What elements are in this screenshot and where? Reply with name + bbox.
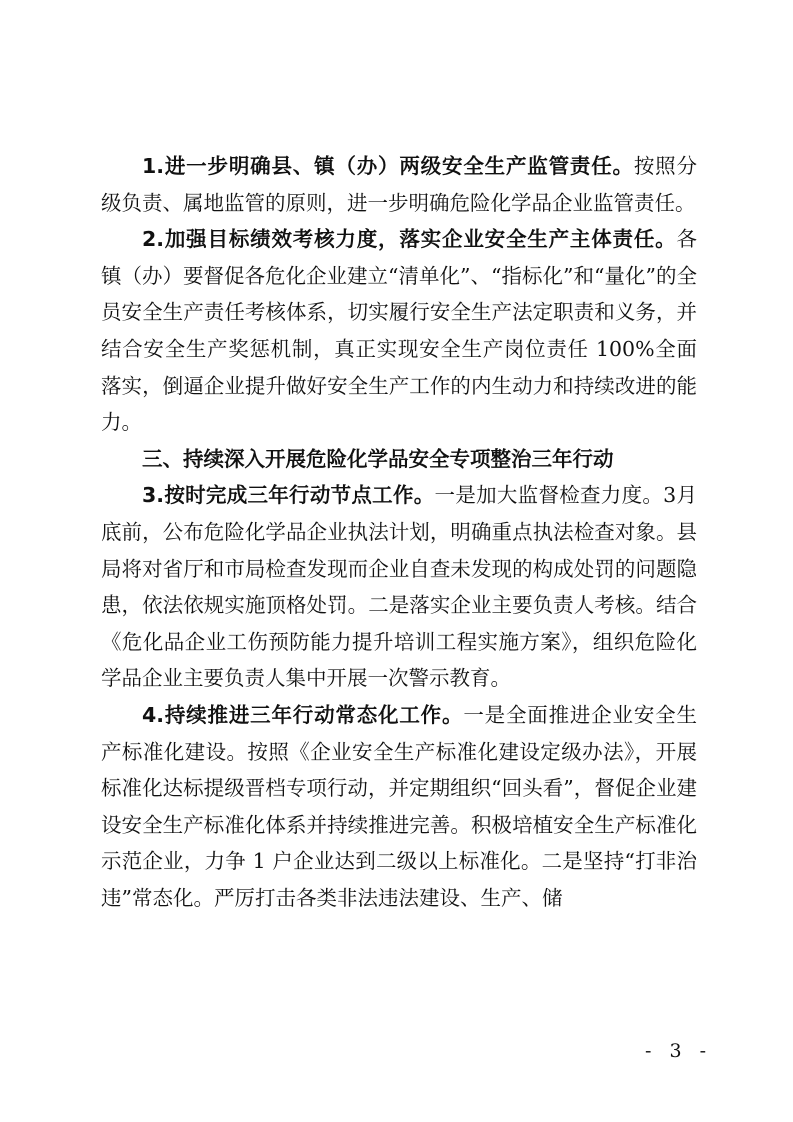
paragraph-3: [101, 477, 697, 697]
page-number: - 3 -: [645, 1040, 713, 1062]
paragraph-1-lead: 1.进一步明确县、镇（办）两级安全生产监管责任。: [142, 154, 634, 178]
paragraph-2-text: 各镇（办）要督促各危化企业建立“清单化”、“指标化”和“量化”的全员安全生产责任考核体系，切实履行安全生产法定职责和义务，并结合安全生产奖惩机制，真正实现安全生产岗位责任 100%全面落实，倒逼企业提升做好安全生产工作的内生动力和持续改进的能力。: [101, 227, 697, 435]
paragraph-3-text: 一是加大监督检查力度。3月底前，公布危险化学品企业执法计划，明确重点执法检查对象。县局将对省厅和市局检查发现而企业自查未发现的构成处罚的问题隐患，依法依规实施顶格处罚。二是落实企业主要负责人考核。结合《危化品企业工伤预防能力提升培训工程实施方案》，组织危险化学品企业主要负责人集中开展一次警示教育。: [101, 483, 697, 691]
paragraph-1: [101, 148, 697, 221]
paragraph-2: [101, 221, 697, 441]
section-heading: 三、持续深入开展危险化学品安全专项整治三年行动: [142, 446, 614, 471]
paragraph-1-text: 按照分级负责、属地监管的原则，进一步明确危险化学品企业监管责任。: [101, 154, 697, 215]
paragraph-4-lead: 4.持续推进三年行动常态化工作。: [142, 702, 464, 727]
paragraph-4-text: 一是全面推进企业安全生产标准化建设。按照《企业安全生产标准化建设定级办法》，开展标准化达标提级晋档专项行动，并定期组织“回头看”，督促企业建设安全生产标准化体系并持续推进完善。积极培植安全生产标准化示范企业，力争 1 户企业达到二级以上标准化。二是坚持“打非治违”常态化。严厉打击各类非法违法建设、生产、储: [101, 702, 698, 910]
paragraph-4: [101, 697, 697, 917]
paragraph-3-lead: 3.按时完成三年行动节点工作。: [142, 483, 435, 508]
body-text: [101, 148, 697, 916]
paragraph-2-lead: 2.加强目标绩效考核力度，落实企业安全生产主体责任。: [142, 227, 677, 252]
